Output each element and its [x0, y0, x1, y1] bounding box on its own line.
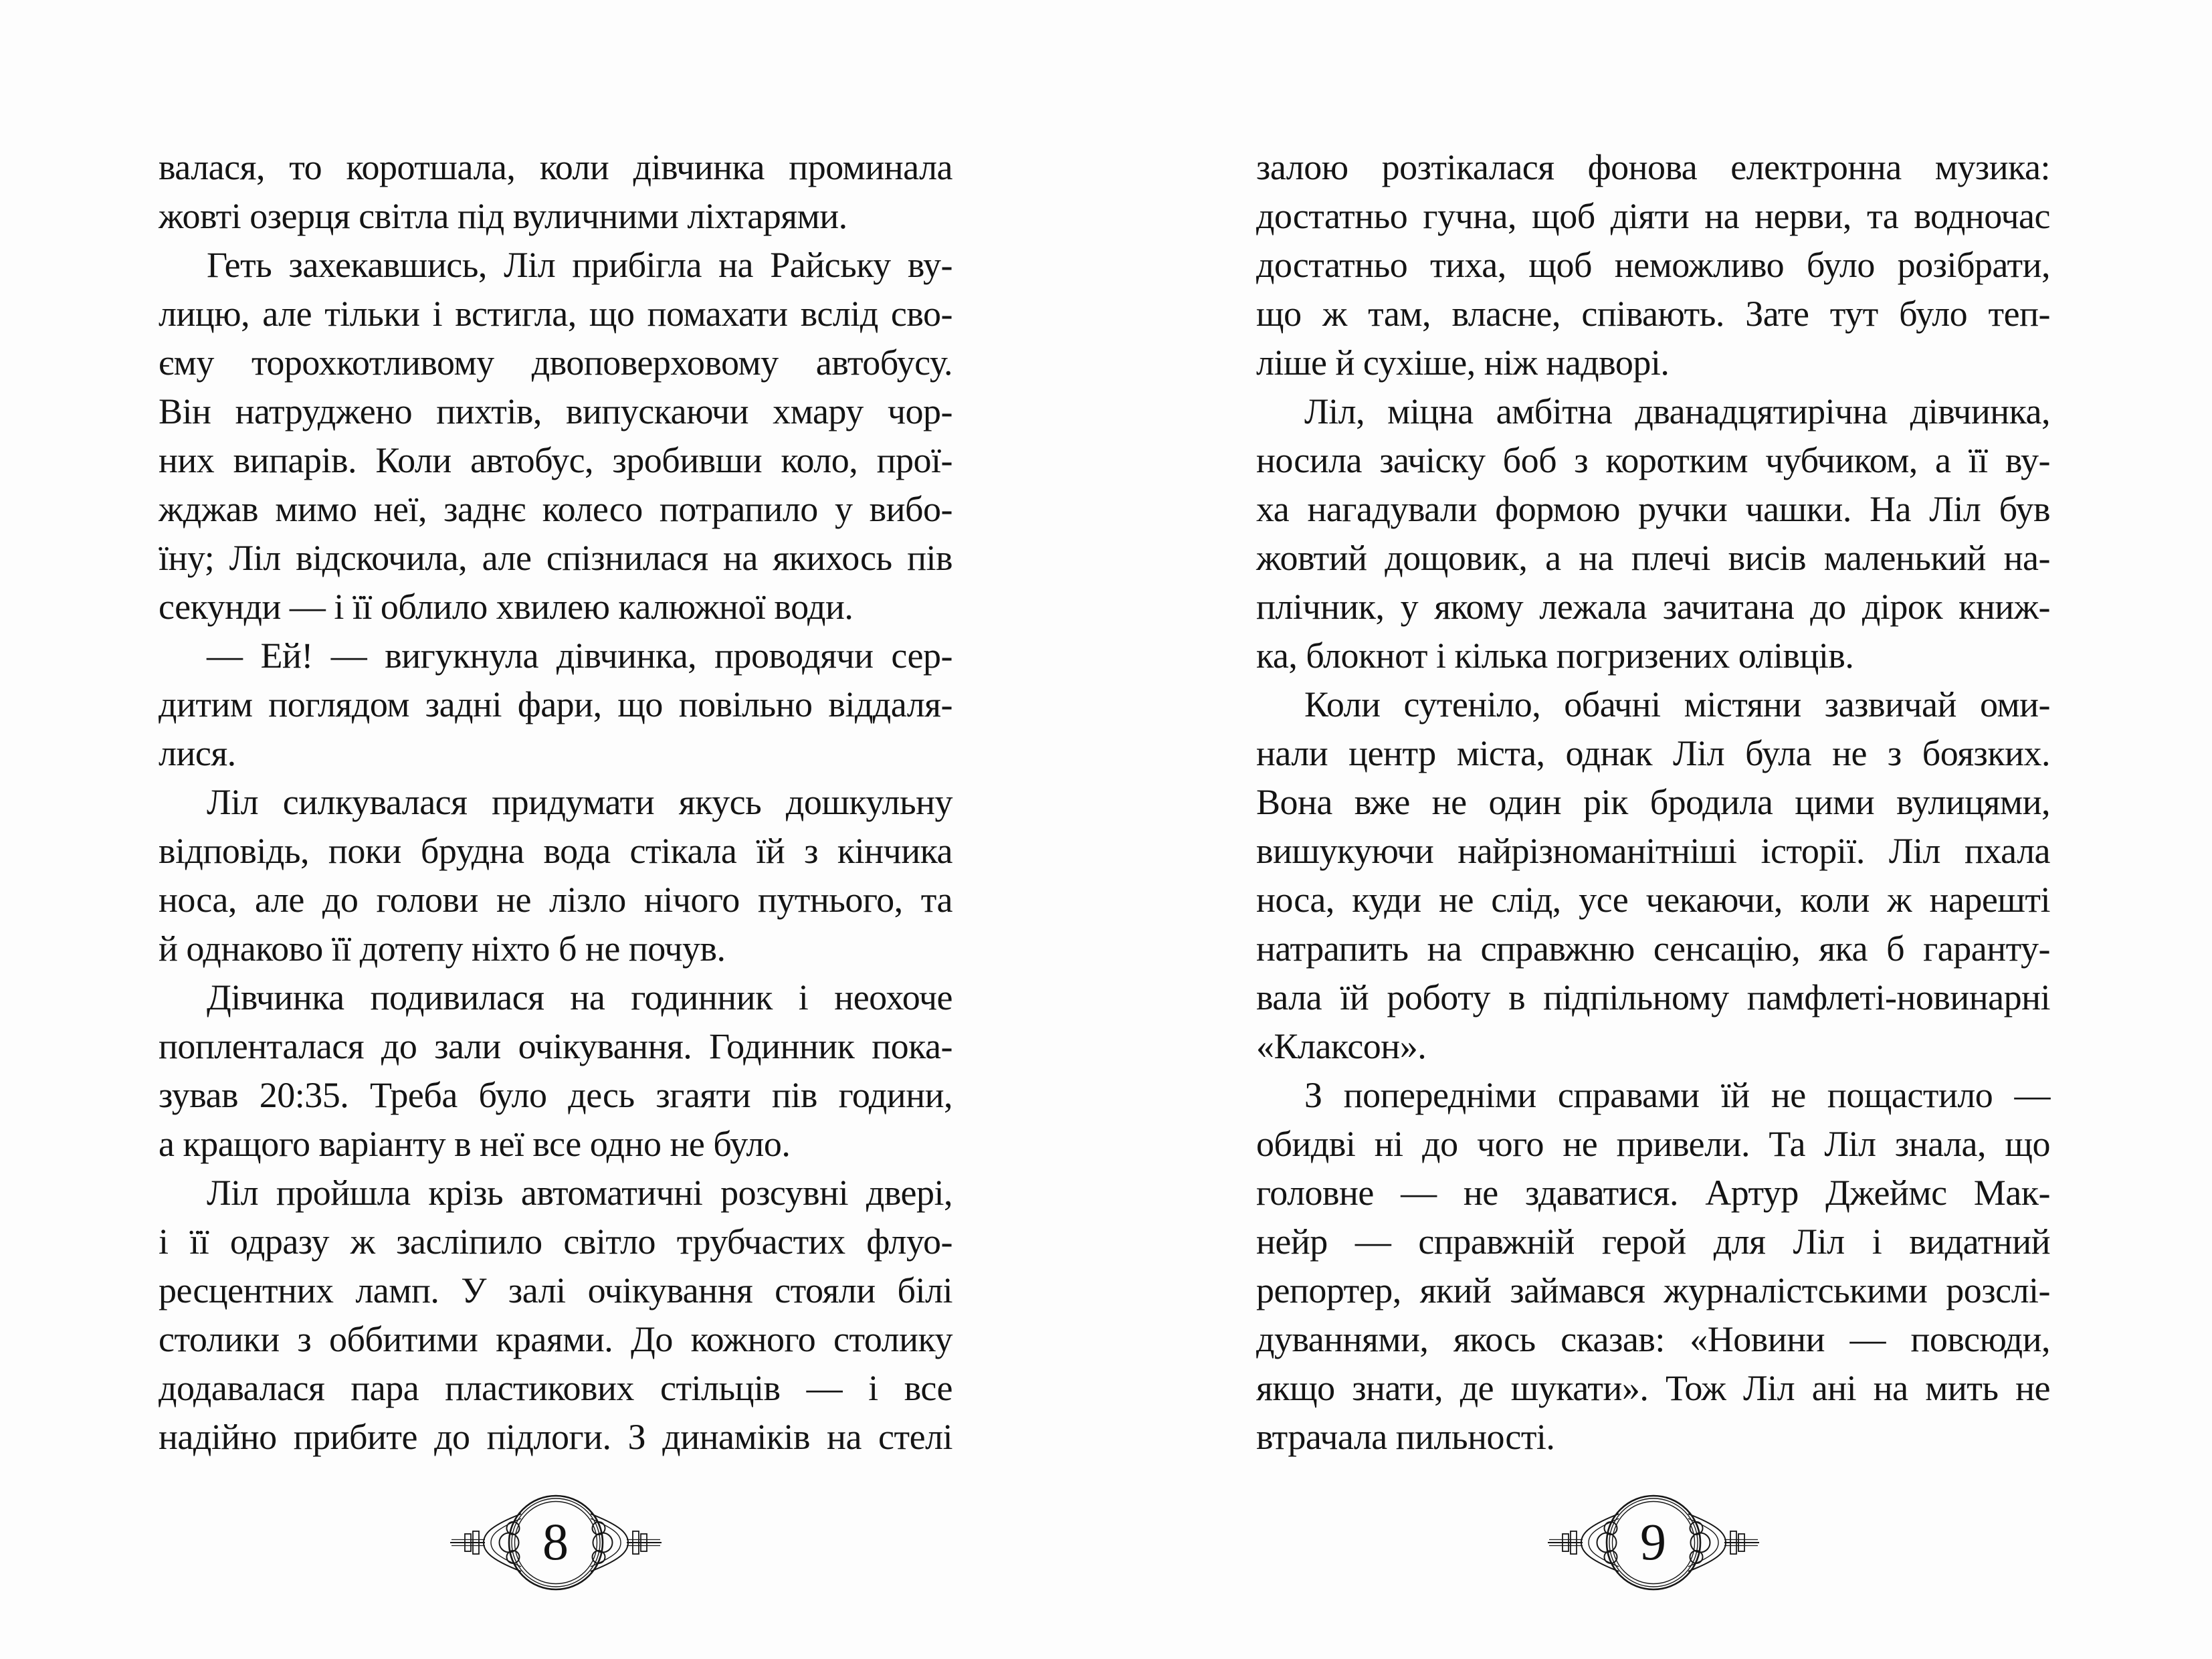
page-number-ornament — [1540, 1492, 1767, 1593]
text-line: Вона вже не один рік бродила цими вулицями, — [1256, 782, 2050, 822]
text-line: лицю, але тільки і встигла, що помахати вслід сво- — [159, 294, 952, 334]
text-line: Ліл силкувалася придумати якусь дошкульну — [207, 782, 952, 822]
text-line: їну; Ліл відскочила, але спізнилася на якихось пів — [159, 538, 952, 578]
page-left-folio — [159, 1492, 952, 1593]
text-line: обидві ні до чого не привели. Та Ліл знала, що — [1256, 1124, 2050, 1164]
text-line: вишукуючи найрізноманітніші історії. Ліл пхала — [1256, 831, 2050, 871]
text-line: єму торохкотливому двоповерховому автобусу. — [159, 343, 952, 383]
text-line: нали центр міста, однак Ліл була не з боязких. — [1256, 733, 2050, 773]
text-line: «Клаксон». — [1256, 1026, 1427, 1066]
page-left — [159, 0, 952, 1659]
text-line: залою розтікалася фонова електронна музика: — [1256, 147, 2050, 187]
page-number: 9 — [1640, 1512, 1666, 1571]
text-line: — Ей! — вигукнула дівчинка, проводячи сер- — [207, 636, 952, 676]
text-line: а кращого варіанту в неї все одно не було. — [159, 1124, 791, 1164]
text-line: носила зачіску боб з коротким чубчиком, а її ву- — [1256, 440, 2050, 480]
page-right-folio — [1256, 1492, 2050, 1593]
text-line: Ліл, міцна амбітна дванадцятирічна дівчинка, — [1304, 391, 2050, 431]
text-line: репортер, який займався журналістськими розслі- — [1256, 1270, 2050, 1310]
text-line: Ліл пройшла крізь автоматичні розсувні двері, — [207, 1173, 952, 1213]
page-number-ornament — [442, 1492, 670, 1593]
text-line: нейр — справжній герой для Ліл і видатний — [1256, 1222, 2050, 1262]
text-line: натрапить на справжню сенсацію, яка б гаранту- — [1256, 929, 2050, 969]
text-line: достатньо гучна, щоб діяти на нерви, та водночас — [1256, 196, 2050, 236]
text-line: ка, блокнот і кілька погризених олівців. — [1256, 636, 1854, 676]
text-line: втрачала пильності. — [1256, 1417, 1555, 1457]
text-line: них випарів. Коли автобус, зробивши коло, прої- — [159, 440, 952, 480]
text-line: ресцентних ламп. У залі очікування стояли білі — [159, 1270, 952, 1310]
page-right-text-column — [1256, 0, 2050, 1462]
text-line: дуваннями, якось сказав: «Новини — повсюди, — [1256, 1319, 2050, 1359]
page-left-text-column — [159, 0, 952, 1462]
text-line: дитим поглядом задні фари, що повільно віддаля- — [159, 684, 952, 724]
text-line: ха нагадували формою ручки чашки. На Ліл був — [1256, 489, 2050, 529]
text-line: надійно прибите до підлоги. З динаміків на стелі — [159, 1417, 952, 1457]
text-line: столики з оббитими краями. До кожного столику — [159, 1319, 952, 1359]
text-line: валася, то коротшала, коли дівчинка проминала — [159, 147, 952, 187]
text-line: носа, куди не слід, усе чекаючи, коли ж нарешті — [1256, 880, 2050, 920]
text-line: попленталася до зали очікування. Годинник пока- — [159, 1026, 952, 1066]
text-line: відповідь, поки брудна вода стікала їй з кінчика — [159, 831, 952, 871]
text-line: лися. — [159, 733, 236, 773]
text-line: вала їй роботу в підпільному памфлеті-новинарні — [1256, 977, 2050, 1017]
text-line: Він натруджено пихтів, випускаючи хмару чор- — [159, 391, 952, 431]
text-line: якщо знати, де шукати». Тож Ліл ані на мить не — [1256, 1368, 2050, 1408]
text-line: Дівчинка подивилася на годинник і неохоче — [207, 977, 952, 1017]
text-line: що ж там, власне, співають. Зате тут було теп- — [1256, 294, 2050, 334]
text-line: плічник, у якому лежала зачитана до дірок книж- — [1256, 587, 2050, 627]
page-number: 8 — [542, 1512, 569, 1571]
text-line: секунди — і її облило хвилею калюжної води. — [159, 587, 853, 627]
text-line: додавалася пара пластикових стільців — і все — [159, 1368, 952, 1408]
text-line: зував 20:35. Треба було десь згаяти пів години, — [159, 1075, 952, 1115]
text-line: і її одразу ж засліпило світло трубчастих флуо- — [159, 1222, 952, 1262]
text-line: Коли сутеніло, обачні містяни зазвичай оми- — [1304, 684, 2050, 724]
text-line: Геть захекавшись, Ліл прибігла на Райську ву- — [207, 245, 952, 285]
text-line: головне — не здаватися. Артур Джеймс Мак- — [1256, 1173, 2050, 1213]
text-line: З попередніми справами їй не пощастило — — [1304, 1075, 2050, 1115]
text-line: жовтий дощовик, а на плечі висів маленький на- — [1256, 538, 2050, 578]
text-line: й однаково її дотепу ніхто б не почув. — [159, 929, 726, 969]
text-line: ліше й сухіше, ніж надворі. — [1256, 343, 1670, 383]
text-line: жджав мимо неї, заднє колесо потрапило у вибо- — [159, 489, 952, 529]
text-line: достатньо тиха, щоб неможливо було розібрати, — [1256, 245, 2050, 285]
text-line: жовті озерця світла під вуличними ліхтарями. — [159, 196, 847, 236]
text-line: носа, але до голови не лізло нічого путнього, та — [159, 880, 952, 920]
page-right — [1256, 0, 2050, 1659]
